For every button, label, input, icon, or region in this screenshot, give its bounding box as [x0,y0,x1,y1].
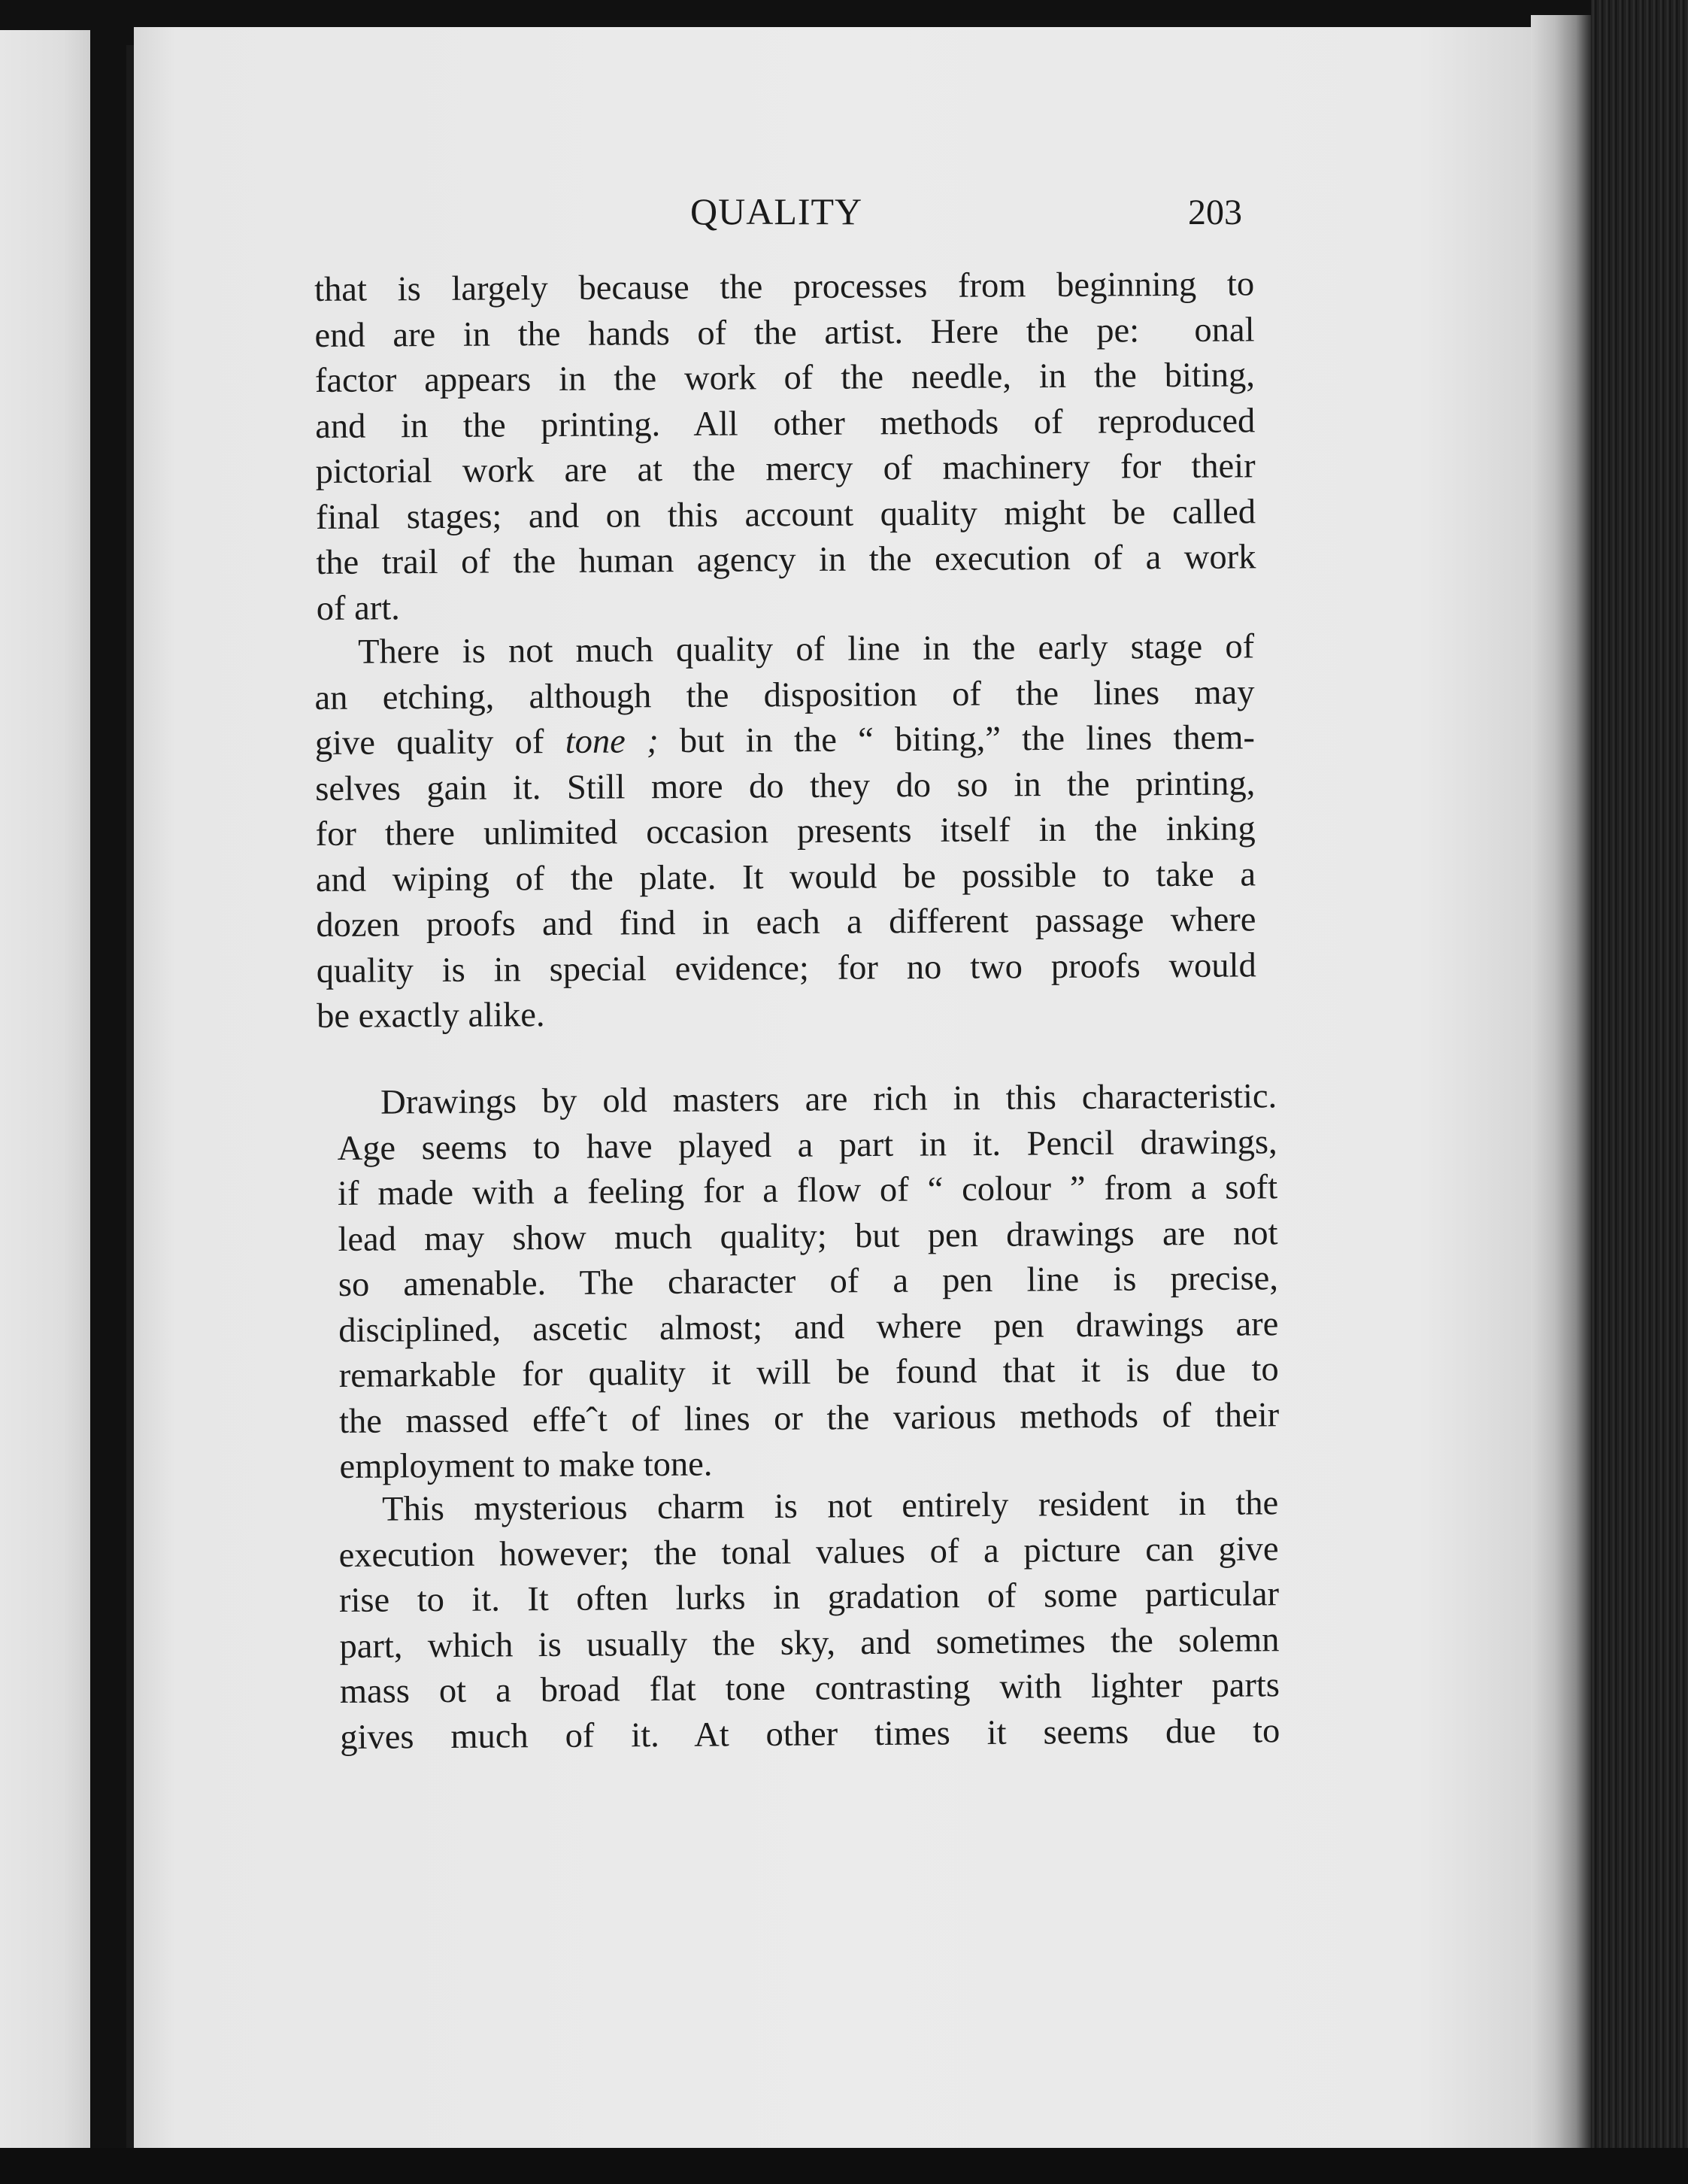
text-line: so amenable. The character of a pen line is precise, [338,1259,1279,1304]
text-line: and in the printing. All other methods of reproduced [315,401,1256,446]
text-line: part, which is usually the sky, and sometimes the solemn [339,1620,1280,1666]
left-page-edge [0,30,90,2181]
text-line: rise to it. It often lurks in gradation of some particular [338,1575,1280,1620]
text-line: if made with a feeling for a flow of “ colour ” from a soft [337,1168,1278,1213]
right-page-stack [1531,15,1591,2166]
text-line: execution however; the tonal values of a picture can give [338,1529,1279,1575]
text-line: an etching, although the disposition of the lines may [314,672,1255,717]
text-line: remarkable for quality it will be found that it is due to [338,1350,1279,1395]
running-head: QUALITY [690,190,863,232]
text-line: selves gain it. Still more do they do so in the printing, [315,763,1256,808]
text-line [338,1481,1278,1533]
text-span: This mysterious charm is not entirely resident in the [382,1484,1279,1529]
text-line [314,624,1254,675]
text-line: the trail of the human agency in the execution of a work [316,538,1256,582]
text-line: that is largely because the processes from beginning to [314,265,1255,309]
text-line [315,715,1255,766]
text-line: be exactly alike. [316,996,545,1036]
text-span: Drawings by old masters are rich in this characteristic. [380,1077,1277,1122]
paragraph-1 [314,262,1256,632]
text-line: factor appears in the work of the needle, in the biting, [314,356,1256,400]
text-span: give quality of [314,722,565,763]
text-line: gives much of it. At other times it seems due to [340,1711,1280,1757]
paragraph-2 [314,624,1256,1039]
paragraph-4 [338,1481,1280,1761]
text-span: but in the “ biting,” the lines them- [658,718,1256,761]
text-line: and wiping of the plate. It would be possible to take a [315,854,1256,899]
text-line: the massed effeˆt of lines or the various methods of their [338,1395,1280,1441]
book-spine [1591,0,1688,2184]
text-line: mass ot a broad flat tone contrasting with lighter parts [339,1666,1280,1711]
paragraph-3 [337,1074,1280,1490]
text-line: employment to make tone. [339,1445,713,1486]
text-span: There is not much quality of line in the early stage of [358,627,1255,672]
text-line: of art. [316,588,400,628]
text-line: lead may show much quality; but pen drawings are not [338,1213,1278,1259]
italic-word: tone ; [565,722,659,761]
text-line: Age seems to have played a part in it. Pencil drawings, [337,1122,1277,1168]
text-line: dozen proofs and find in each a different passage where [316,900,1256,945]
page-number: 203 [1188,193,1242,232]
text-line: end are in the hands of the artist. Here the pe: onal [314,310,1255,355]
text-line [337,1074,1277,1126]
bottom-edge [0,2148,1688,2184]
text-line: disciplined, ascetic almost; and where pen drawings are [338,1304,1279,1350]
text-line: for there unlimited occasion presents itself in the inking [315,809,1256,854]
gutter-shadow [126,45,134,2151]
text-line: final stages; and on this account quality might be called [315,492,1256,537]
text-line: pictorial work are at the mercy of machinery for their [315,447,1256,491]
text-line: quality is in special evidence; for no two proofs would [316,945,1256,990]
